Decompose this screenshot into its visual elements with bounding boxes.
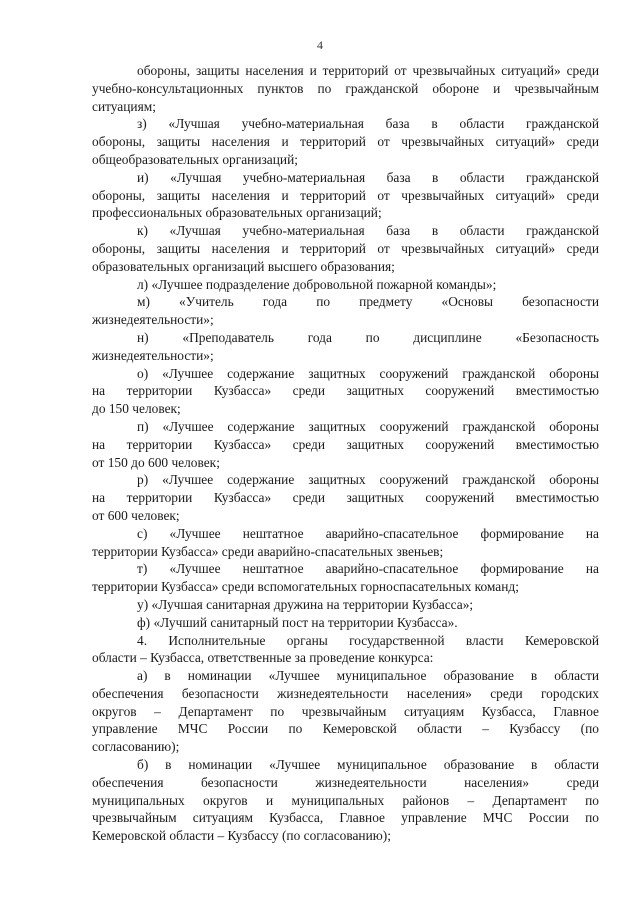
text-line: обеспечения безопасности жизнедеятельности населения» среди	[92, 774, 599, 790]
document-body	[92, 62, 599, 845]
text-line: округов – Департамент по чрезвычайным ситуациям Кузбасса, Главное	[92, 703, 599, 719]
text-line: на территории Кузбасса» среди защитных сооружений вместимостью	[92, 490, 599, 506]
paragraph	[92, 756, 599, 845]
text-line: с) «Лучшее нештатное аварийно-спасательное формирование на	[137, 525, 599, 541]
text-line: обороны, защиты населения и территорий от чрезвычайных ситуаций» среди	[92, 134, 599, 150]
text-line: жизнедеятельности»;	[92, 312, 214, 328]
paragraph	[92, 329, 599, 365]
text-line: Кемеровской области – Кузбассу (по согласованию);	[92, 828, 391, 844]
paragraph	[92, 632, 599, 668]
text-line: ф) «Лучший санитарный пост на территории Кузбасса».	[137, 614, 458, 630]
text-line: чрезвычайным ситуациям Кузбасса, Главное управление МЧС России по	[92, 810, 599, 826]
text-line: управление МЧС России по Кемеровской области – Кузбассу (по	[92, 721, 599, 737]
paragraph	[92, 614, 599, 632]
paragraph	[92, 293, 599, 329]
text-line: н) «Преподаватель года по дисциплине «Безопасность	[137, 329, 599, 345]
paragraph	[92, 62, 599, 115]
text-line: профессиональных образовательных организаций;	[92, 205, 382, 221]
text-line: от 150 до 600 человек;	[92, 454, 220, 470]
text-line: обороны, защиты населения и территорий от чрезвычайных ситуаций» среди	[137, 63, 599, 78]
text-line: и) «Лучшая учебно-материальная база в области гражданской	[137, 169, 599, 185]
text-line: муниципальных округов и муниципальных районов – Департамент по	[92, 792, 599, 808]
text-line: территории Кузбасса» среди вспомогательных горноспасательных команд;	[92, 579, 519, 595]
text-line: з) «Лучшая учебно-материальная база в области гражданской	[137, 116, 599, 132]
text-line: согласованию);	[92, 739, 180, 755]
paragraph	[92, 276, 599, 294]
text-line: области – Кузбасса, ответственные за проведение конкурса:	[92, 650, 434, 666]
text-line: т) «Лучшее нештатное аварийно-спасательное формирование на	[137, 561, 599, 577]
paragraph	[92, 169, 599, 222]
text-line: о) «Лучшее содержание защитных сооружений гражданской обороны	[137, 365, 599, 381]
text-line: обороны, защиты населения и территорий от чрезвычайных ситуаций» среди	[92, 187, 599, 203]
paragraph	[92, 596, 599, 614]
text-line: у) «Лучшая санитарная дружина на территории Кузбасса»;	[137, 596, 474, 612]
paragraph	[92, 365, 599, 418]
paragraph	[92, 525, 599, 561]
paragraph	[92, 667, 599, 756]
text-line: учебно-консультационных пунктов по гражданской обороне и чрезвычайным	[92, 80, 599, 96]
paragraph	[92, 115, 599, 168]
page-number: 4	[317, 38, 323, 52]
text-line: л) «Лучшее подразделение добровольной пожарной команды»;	[137, 276, 497, 292]
text-line: к) «Лучшая учебно-материальная база в области гражданской	[137, 223, 599, 239]
text-line: обеспечения безопасности жизнедеятельности населения» среди городских	[92, 685, 599, 701]
text-line: на территории Кузбасса» среди защитных сооружений вместимостью	[92, 383, 599, 399]
text-line: ситуациям;	[92, 98, 156, 114]
text-line: обороны, защиты населения и территорий от чрезвычайных ситуаций» среди	[92, 240, 599, 256]
text-line: б) в номинации «Лучшее муниципальное образование в области	[137, 757, 599, 773]
text-line: общеобразовательных организаций;	[92, 151, 298, 167]
text-line: на территории Кузбасса» среди защитных сооружений вместимостью	[92, 436, 599, 452]
text-line: м) «Учитель года по предмету «Основы безопасности	[137, 294, 599, 310]
text-line: территории Кузбасса» среди аварийно-спасательных звеньев;	[92, 543, 444, 559]
paragraph	[92, 560, 599, 596]
paragraph	[92, 471, 599, 524]
text-line: п) «Лучшее содержание защитных сооружений гражданской обороны	[137, 418, 599, 434]
paragraph	[92, 418, 599, 471]
text-line: от 600 человек;	[92, 507, 180, 523]
text-line: а) в номинации «Лучшее муниципальное образование в области	[137, 668, 599, 684]
paragraph	[92, 222, 599, 275]
text-line: образовательных организаций высшего образования;	[92, 258, 395, 274]
text-line: 4. Исполнительные органы государственной власти Кемеровской	[137, 632, 599, 648]
text-line: р) «Лучшее содержание защитных сооружений гражданской обороны	[137, 472, 599, 488]
text-line: жизнедеятельности»;	[92, 347, 214, 363]
text-line: до 150 человек;	[92, 401, 181, 417]
